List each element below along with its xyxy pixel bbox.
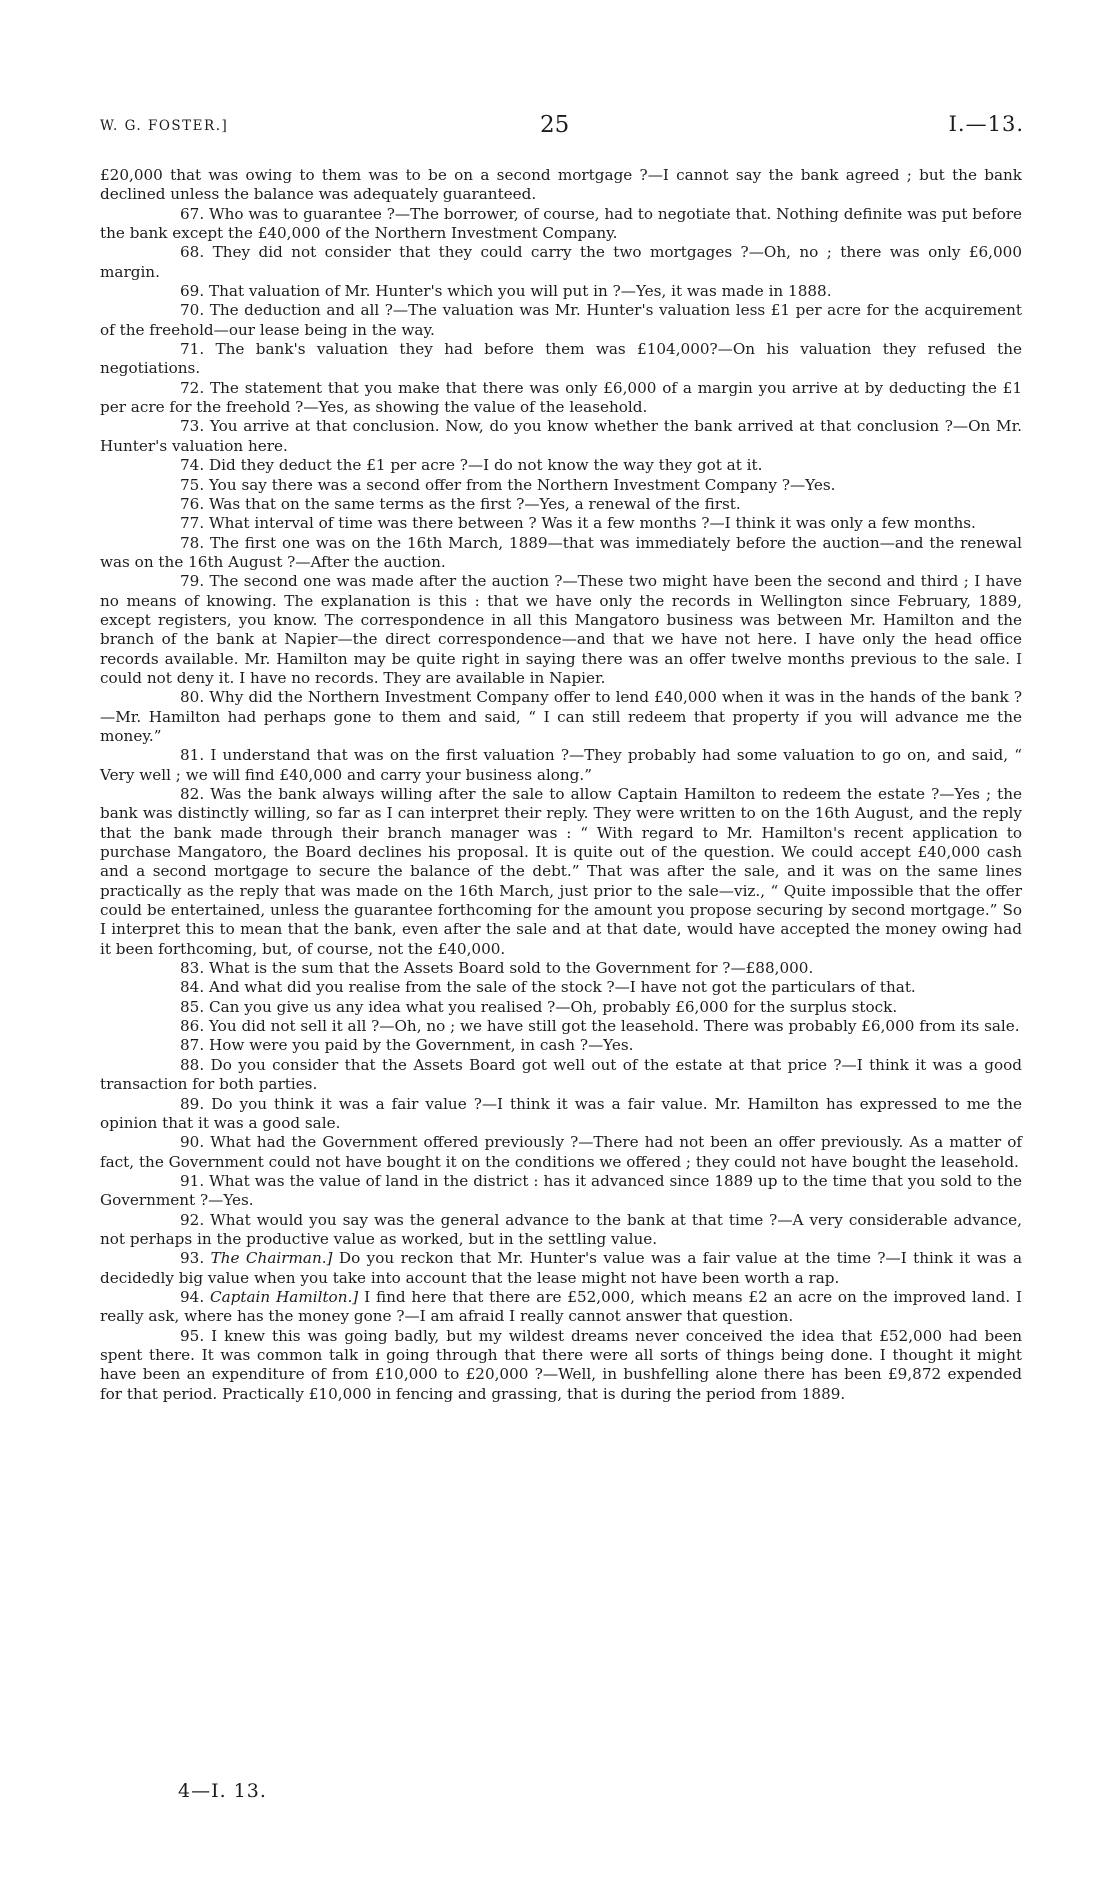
evidence-paragraph: 75. You say there was a second offer from the Northern Investment Company ?—Yes. — [180, 475, 836, 494]
evidence-paragraph: 67. Who was to guarantee ?—The borrower, of course, had to negotiate that. Nothing definite was put before the bank except the £40,000 of the Northern Investment Company. — [100, 204, 1022, 243]
evidence-paragraph: 71. The bank's valuation they had before them was £104,000?—On his valuation they refused the negotiations. — [100, 340, 1022, 378]
evidence-paragraph: 80. Why did the Northern Investment Company offer to lend £40,000 when it was in the hands of the bank ?—Mr. Hamilton had perhaps gone to them and said, “ I can still redeem that property if you will advance me the money.” — [100, 688, 1022, 745]
evidence-paragraph: 74. Did they deduct the £1 per acre ?—I do not know the way they got at it. — [180, 456, 763, 475]
evidence-paragraph: 81. I understand that was on the first valuation ?—They probably had some valuation to go on, and said, “ Very well ; we will find £40,000 and carry your business along.” — [100, 746, 1022, 784]
evidence-paragraph: 91. What was the value of land in the district : has it advanced since 1889 up to the time that you sold to the Government ?—Yes. — [100, 1171, 1022, 1210]
question-number: 94. — [180, 1287, 210, 1306]
evidence-paragraph: 69. That valuation of Mr. Hunter's which you will put in ?—Yes, it was made in 1888. — [180, 282, 832, 301]
witness-name: W. G. FOSTER.] — [100, 118, 229, 134]
speaker-name: The Chairman.] — [210, 1249, 333, 1268]
question-number: 93. — [180, 1249, 211, 1268]
document-reference: I.—13. — [948, 112, 1024, 136]
evidence-body — [100, 166, 1022, 1404]
evidence-paragraph: 76. Was that on the same terms as the first ?—Yes, a renewal of the first. — [180, 494, 741, 513]
evidence-paragraph: 73. You arrive at that conclusion. Now, do you know whether the bank arrived at that conclusion ?—On Mr. Hunter's valuation here. — [100, 417, 1022, 455]
evidence-paragraph: 79. The second one was made after the auction ?—These two might have been the second and third ; I have no means of knowing. The explanation is this : that we have only the records in Wellington since February, 1889, except registers, you know. The correspondence in all this Mangatoro business was between Mr. Hamilton and the branch of the bank at Napier—the direct correspondence—and that we have not here. I have only the head office records available. Mr. Hamilton may be quite right in saying there was an offer twelve months previous to the sale. I could not deny it. I have no records. They are available in Napier. — [100, 572, 1022, 687]
evidence-paragraph — [100, 1288, 1022, 1327]
evidence-paragraph: 85. Can you give us any idea what you realised ?—Oh, probably £6,000 for the surplus stock. — [180, 997, 898, 1016]
evidence-paragraph: £20,000 that was owing to them was to be on a second mortgage ?—I cannot say the bank agreed ; but the bank declined unless the balance was adequately guaranteed. — [100, 166, 1022, 204]
speaker-name: Captain Hamilton.] — [210, 1287, 359, 1306]
signature-mark: 4—I. 13. — [178, 1780, 267, 1802]
paragraph-text: Do you reckon that Mr. Hunter's value was a fair value at the time ?—I think it was a decidedly big value when you take into account that the lease might not have been worth a rap. — [100, 1249, 1023, 1287]
evidence-paragraph: 72. The statement that you make that there was only £6,000 of a margin you arrive at by deducting the £1 per acre for the freehold ?—Yes, as showing the value of the leasehold. — [100, 378, 1022, 417]
evidence-paragraph: 77. What interval of time was there between ? Was it a few months ?—I think it was only a few months. — [180, 514, 976, 533]
evidence-paragraph: 84. And what did you realise from the sale of the stock ?—I have not got the particulars of that. — [180, 978, 916, 997]
page-header — [100, 112, 1024, 140]
evidence-paragraph: 87. How were you paid by the Government, in cash ?—Yes. — [180, 1036, 634, 1055]
evidence-paragraph — [100, 1249, 1022, 1288]
evidence-paragraph: 92. What would you say was the general advance to the bank at that time ?—A very considerable advance, not perhaps in the productive value as worked, but in the settling value. — [100, 1210, 1022, 1248]
evidence-paragraph: 68. They did not consider that they could carry the two mortgages ?—Oh, no ; there was only £6,000 margin. — [100, 243, 1022, 281]
evidence-paragraph: 88. Do you consider that the Assets Board got well out of the estate at that price ?—I think it was a good transaction for both parties. — [100, 1055, 1022, 1094]
evidence-paragraph: 95. I knew this was going badly, but my wildest dreams never conceived the idea that £52,000 had been spent there. It was common talk in going through that there were all sorts of things being done. I thought it might have been an expenditure of from £10,000 to £20,000 ?—Well, in bushfelling alone there has been £9,872 expended for that period. Practically £10,000 in fencing and grassing, that is during the period from 1889. — [100, 1326, 1022, 1403]
evidence-paragraph: 78. The first one was on the 16th March, 1889—that was immediately before the auction—and the renewal was on the 16th August ?—After the auction. — [100, 533, 1022, 571]
evidence-paragraph: 83. What is the sum that the Assets Board sold to the Government for ?—£88,000. — [180, 959, 814, 978]
evidence-paragraph: 70. The deduction and all ?—The valuation was Mr. Hunter's valuation less £1 per acre for the acquirement of the freehold—our lease being in the way. — [100, 301, 1022, 339]
evidence-paragraph: 82. Was the bank always willing after the sale to allow Captain Hamilton to redeem the estate ?—Yes ; the bank was distinctly willing, so far as I can interpret their reply. They were written to on the 16th August, and the reply that the bank made through their branch manager was : “ With regard to Mr. Hamilton's recent application to purchase Mangatoro, the Board declines his proposal. It is quite out of the question. We could accept £40,000 cash and a second mortgage to secure the balance of the debt.” That was after the sale, and it was on the same lines practically as the reply that was made on the 16th March, just prior to the sale—viz., “ Quite impossible that the offer could be entertained, unless the guarantee forthcoming for the amount you propose securing by second mortgage.” So I interpret this to mean that the bank, even after the sale and at that date, would have accepted the money owing had it been forthcoming, but, of course, not the £40,000. — [100, 785, 1022, 958]
page-number: 25 — [540, 112, 570, 138]
evidence-paragraph: 86. You did not sell it all ?—Oh, no ; we have still got the leasehold. There was probably £6,000 from its sale. — [180, 1017, 1020, 1036]
evidence-paragraph: 90. What had the Government offered previously ?—There had not been an offer previously. As a matter of fact, the Government could not have bought it on the conditions we offered ; they could not have bought the leasehold. — [100, 1133, 1022, 1171]
paragraph-text: I find here that there are £52,000, which means £2 an acre on the improved land. I really ask, where has the money gone ?—I am afraid I really cannot answer that question. — [100, 1287, 1023, 1326]
evidence-paragraph: 89. Do you think it was a fair value ?—I think it was a fair value. Mr. Hamilton has expressed to me the opinion that it was a good sale. — [100, 1094, 1022, 1132]
